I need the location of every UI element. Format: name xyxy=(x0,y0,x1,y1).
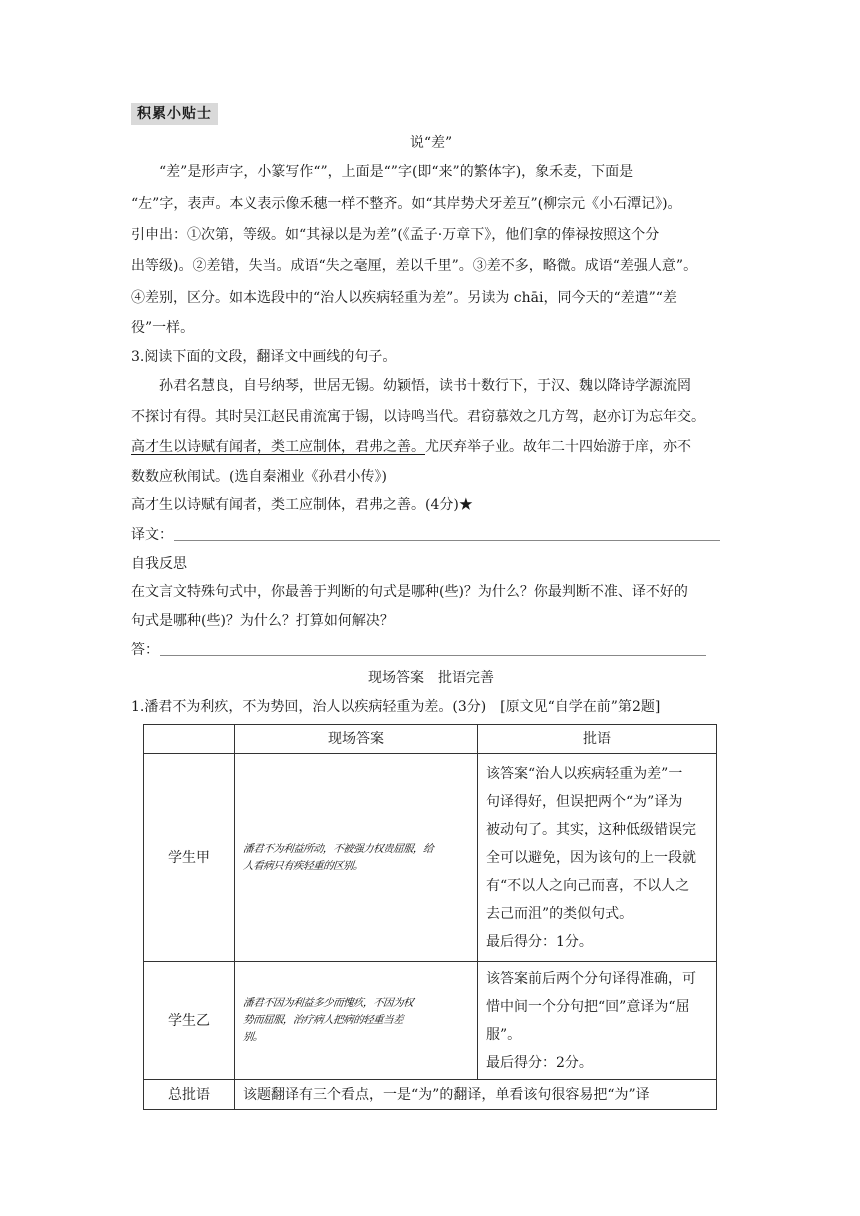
student-label: 学生乙 xyxy=(144,962,235,1080)
comment-line: 服”。 xyxy=(486,1026,522,1043)
table-header-row xyxy=(144,725,717,754)
table-header-cell: 批语 xyxy=(478,725,717,754)
handwriting-line: 人看病只有疾轻重的区别。 xyxy=(242,859,364,872)
tip-line: “左”字，表声。本义表示像禾穗一样不整齐。如“其岸势犬牙差互”(柳宗元《小石潭记》)。 xyxy=(131,196,682,212)
tip-line: “差”是形声字，小篆写作“”，上面是“”字(即“来”的繁体字)，象禾麦，下面是 xyxy=(159,164,634,180)
score-line: 最后得分：1分。 xyxy=(486,933,593,950)
student-label: 学生甲 xyxy=(144,754,235,962)
onsite-question-1: 1.潘君不为利疚，不为势回，治人以疾病轻重为差。(3分) [原文见“自学在前”第2题] xyxy=(131,699,661,715)
handwriting-line: 潘君不因为利益多少而愧疚，不因为权 xyxy=(242,997,414,1009)
translation-label: 译文： xyxy=(131,527,173,543)
reflection-line: 在文言文特殊句式中，你最善于判断的句式是哪种(些)？为什么？你最判断不准、译不好的 xyxy=(131,584,688,600)
passage-line: 数数应秋闱试。(选自秦湘业《孙君小传》) xyxy=(131,469,387,485)
handwriting-line: 势而屈服，治疗病人把病的轻重当差 xyxy=(242,1014,404,1026)
handwritten-answer xyxy=(235,962,478,1080)
answer-table xyxy=(143,724,717,1110)
passage-line: 孙君名慧良，自号纳琴，世居无锡。幼颖悟，读书十数行下，于汉、魏以降诗学源流罔 xyxy=(159,378,691,394)
handwritten-answer xyxy=(235,754,478,962)
table-header-cell: 现场答案 xyxy=(235,725,478,754)
section-tag: 积累小贴士 xyxy=(131,103,218,125)
tip-title: 说“差” xyxy=(409,135,453,151)
tip-line: 引申出：①次第，等级。如“其禄以是为差”(《孟子·万章下》，他们拿的俸禄按照这个分 xyxy=(131,227,660,243)
passage-line-underlined xyxy=(131,437,731,457)
passage-continuation: 尤厌弃举子业。故年二十四始游于庠，亦不 xyxy=(425,439,691,455)
comment-line: 该答案前后两个分句译得准确，可 xyxy=(486,970,696,987)
table-header-cell xyxy=(144,725,235,754)
comment-line: 全可以避免，因为该句的上一段就 xyxy=(486,849,696,866)
comment-line: 有“不以人之向己而喜，不以人之 xyxy=(486,877,690,894)
underlined-sentence: 高才生以诗赋有闻者，类工应制体，君弗之善。 xyxy=(131,439,425,455)
onsite-title: 现场答案 批语完善 xyxy=(368,670,494,686)
tip-line: 出等级)。②差错，失当。成语“失之毫厘，差以千里”。③差不多，略微。成语“差强人意”。 xyxy=(131,258,698,274)
summary-label: 总批语 xyxy=(144,1080,235,1110)
tip-line: 役”一样。 xyxy=(131,320,195,336)
handwriting-line: 别。 xyxy=(242,1031,264,1043)
comment-line: 被动句了。其实，这种低级错误完 xyxy=(486,821,696,838)
reflection-answer-label: 答： xyxy=(131,642,159,658)
comment-line: 该答案“治人以疾病轻重为差”一 xyxy=(486,765,683,782)
score-line: 最后得分：2分。 xyxy=(486,1054,593,1071)
table-row xyxy=(144,754,717,962)
sentence-to-translate: 高才生以诗赋有闻者，类工应制体，君弗之善。(4分)★ xyxy=(131,497,473,513)
handwriting-line: 潘君不为利益所动，不被强力权贵屈服，给 xyxy=(242,842,434,855)
table-row xyxy=(144,962,717,1080)
comment-cell xyxy=(478,962,717,1080)
comment-line: 惜中间一个分句把“回”意译为“屈 xyxy=(486,998,690,1015)
translation-answer-line[interactable] xyxy=(174,540,720,541)
summary-comment: 该题翻译有三个看点，一是“为”的翻译，单看该句很容易把“为”译 xyxy=(235,1080,717,1110)
table-row xyxy=(144,1080,717,1110)
comment-line: 去己而沮”的类似句式。 xyxy=(486,905,634,922)
reflection-title: 自我反思 xyxy=(131,556,187,572)
passage-line: 不探讨有得。其时吴江赵民甫流寓于锡，以诗鸣当代。君窃慕效之几方驾，赵亦订为忘年交。 xyxy=(131,409,705,425)
question-3-prompt: 3.阅读下面的文段，翻译文中画线的句子。 xyxy=(131,349,397,365)
tip-line: ④差别，区分。如本选段中的“治人以疾病轻重为差”。另读为 chāi，同今天的“差遣”“差 xyxy=(131,290,677,306)
comment-line: 句译得好，但误把两个“为”译为 xyxy=(486,793,683,810)
reflection-line: 句式是哪种(些)？为什么？打算如何解决？ xyxy=(131,613,394,629)
comment-cell xyxy=(478,754,717,962)
reflection-answer-line[interactable] xyxy=(160,655,706,656)
